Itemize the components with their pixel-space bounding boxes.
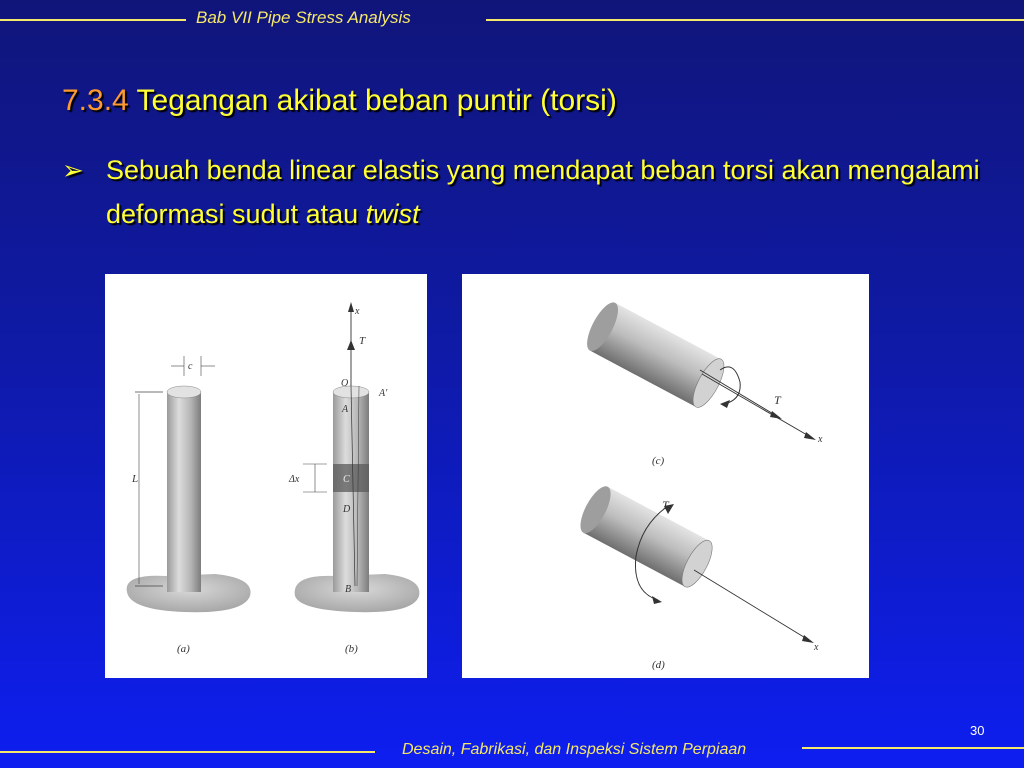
label-A-prime: A' <box>379 388 388 399</box>
label-T-b: T <box>359 335 366 347</box>
shaft-figure-ab <box>105 274 427 678</box>
label-T-d: T <box>662 498 669 512</box>
footer-text: Desain, Fabrikasi, dan Inspeksi Sistem Perpiaan <box>402 741 747 758</box>
caption-c: (c) <box>652 455 665 467</box>
label-T-c: T <box>774 393 781 407</box>
label-L: L <box>132 473 139 485</box>
section-title: Tegangan akibat beban puntir (torsi) <box>136 84 617 117</box>
footer-rule-right <box>802 747 1024 749</box>
shaft-figure-cd <box>462 274 869 678</box>
label-B: B <box>345 584 352 595</box>
header-title: Bab VII Pipe Stress Analysis <box>196 8 411 27</box>
label-x-d: x <box>814 642 819 653</box>
bullet-arrow-icon: ➢ <box>62 155 84 185</box>
label-dx: Δx <box>289 474 300 485</box>
label-O: O <box>341 378 349 389</box>
page-number: 30 <box>970 723 985 738</box>
figure-panel-right <box>462 274 869 678</box>
slide-title <box>62 84 617 118</box>
label-C: C <box>343 474 350 485</box>
label-c: c <box>188 361 193 372</box>
caption-a: (a) <box>177 643 190 655</box>
bullet-italic: twist <box>365 199 420 229</box>
section-number: 7.3.4 <box>62 84 129 117</box>
caption-b: (b) <box>345 643 358 655</box>
caption-d: (d) <box>652 659 665 671</box>
label-x-c: x <box>818 434 823 445</box>
header-rule-right <box>486 19 1024 21</box>
label-D: D <box>343 504 351 515</box>
header-rule-left <box>0 19 186 21</box>
figure-panel-left <box>105 274 427 678</box>
label-x-b: x <box>355 306 360 317</box>
label-A: A <box>342 404 349 415</box>
bullet-text: Sebuah benda linear elastis yang mendapat beban torsi akan mengalami deformasi sudut atau <box>106 155 980 229</box>
footer-rule-left <box>0 751 375 753</box>
bullet-item <box>62 148 982 236</box>
